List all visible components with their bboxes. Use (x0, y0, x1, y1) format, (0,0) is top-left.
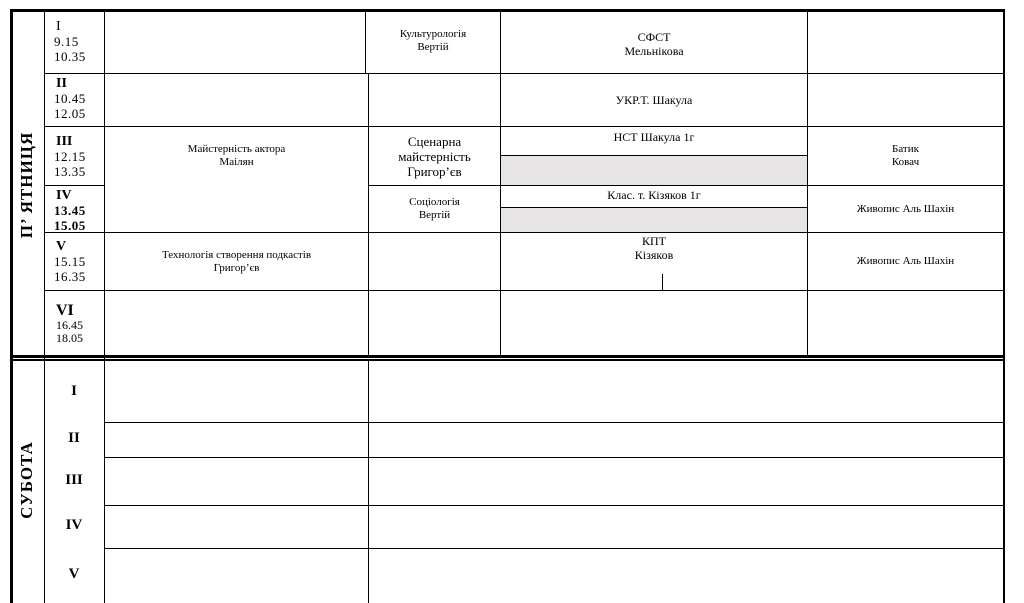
period-5 (54, 240, 94, 284)
period-number: VI (56, 302, 74, 319)
sat-row-line-1 (104, 422, 1004, 423)
period-1 (54, 20, 94, 64)
period-start: 12.15 (54, 149, 86, 164)
class-subject: Живопис Аль Шахін (856, 202, 955, 215)
class-subject: Технологія створення подкастів (161, 248, 312, 261)
class-subject: Клас. т. Кізяков 1г (607, 188, 701, 202)
period-start: 13.45 (54, 203, 86, 218)
period-6 (54, 302, 94, 345)
saturday-period-2: II (68, 430, 80, 446)
class-teacher: Мельнікова (624, 44, 684, 58)
sat-row-line-2 (104, 457, 1004, 458)
saturday-period-3: III (65, 472, 83, 488)
class-cell-p2-ukr (501, 74, 807, 126)
class-cell-p4-classical (501, 186, 807, 204)
day-separator-bottom (10, 359, 1005, 361)
class-cell-p4-sociology (369, 186, 500, 232)
day-divider (44, 12, 45, 603)
class-subject: Культурологія (399, 28, 467, 40)
class-cell-p5-painting (808, 233, 1003, 290)
period-start: 10.45 (54, 91, 86, 106)
sat-row-line-3 (104, 505, 1004, 506)
class-teacher: Григор’єв (213, 261, 260, 274)
period-start: 16.45 (56, 318, 83, 332)
period-end: 13.35 (54, 164, 86, 179)
class-cell-p4-painting (808, 186, 1003, 232)
class-cell-p3-batik (808, 127, 1003, 185)
period-end: 16.35 (54, 269, 86, 284)
period-divider (104, 12, 105, 603)
class-cell-p3-nst (501, 127, 807, 147)
class-teacher: Маілян (219, 156, 254, 168)
class-subject: Живопис Аль Шахін (856, 255, 955, 267)
class-teacher: Ковач (891, 156, 920, 168)
period-4 (54, 189, 94, 233)
period-start: 9.15 (54, 34, 79, 49)
period-3 (54, 135, 94, 179)
saturday-period-4: IV (65, 517, 83, 533)
class-teacher: Вертій (417, 41, 449, 53)
class-cell-p1-sfst (501, 30, 807, 60)
kpt-tick (662, 274, 663, 290)
saturday-period-5: V (68, 566, 80, 582)
top-border (10, 9, 1005, 12)
left-border (10, 9, 13, 603)
class-cell-p5-kpt (501, 234, 807, 264)
period-number: V (56, 239, 67, 254)
empty-subgroup-cell-4 (501, 208, 807, 232)
empty-subgroup-cell-3 (501, 156, 807, 185)
row-line-3a (44, 185, 105, 186)
right-border (1003, 9, 1005, 603)
period-number: I (56, 19, 61, 34)
class-subject: Соціологія (409, 196, 460, 208)
class-subject: НСТ Шакула 1г (613, 130, 695, 144)
period-end: 18.05 (56, 331, 83, 345)
saturday-period-1: I (71, 383, 77, 399)
sat-col-divider (368, 361, 369, 603)
class-subject-line2: майстерність (398, 148, 471, 164)
period-end: 15.05 (54, 218, 86, 233)
period-start: 15.15 (54, 254, 86, 269)
class-subject: УКР.Т. Шакула (615, 93, 693, 107)
sat-row-line-4 (104, 548, 1004, 549)
class-teacher: Вертій (418, 209, 451, 221)
class-subject: СФСТ (637, 30, 671, 44)
class-subject: Майстерність актора (187, 143, 286, 155)
class-cell-p3-acting (105, 127, 368, 185)
class-cell-p5-podcasts (105, 233, 368, 290)
day-separator-top (10, 355, 1005, 358)
period-2 (54, 77, 94, 121)
class-teacher: Григор’єв (407, 163, 462, 179)
row-line-5 (44, 290, 1004, 291)
class-teacher: Кізяков (634, 248, 674, 262)
class-subject: Батик (892, 143, 919, 155)
row-line-3d (104, 185, 105, 186)
class-cell-p3-screenwriting (369, 127, 500, 185)
day-label-saturday: СУБОТА (17, 441, 36, 519)
class-cell-p1-culturology (366, 28, 500, 58)
period-end: 12.05 (54, 106, 86, 121)
period-number: IV (56, 188, 72, 203)
class-subject: КПТ (642, 234, 666, 248)
day-label-friday: П’ ЯТНИЦЯ (17, 131, 36, 239)
period-number: II (56, 76, 67, 91)
period-number: III (56, 134, 73, 149)
period-end: 10.35 (54, 49, 86, 64)
class-subject-line1: Сценарна (407, 133, 462, 149)
